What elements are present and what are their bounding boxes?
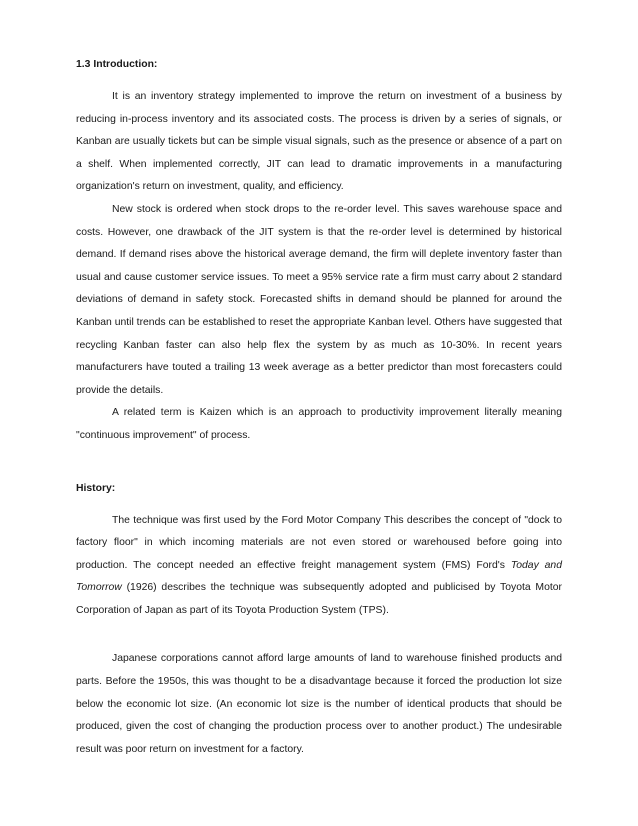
history-heading: History: — [76, 482, 116, 494]
document-body — [76, 58, 562, 761]
history-paragraph-1-part-a: The technique was first used by the Ford Motor Company This describes the concept of "dock to factory floor" in which incoming materials are not even stored or warehoused before going into production. The concept needed an effective freight management system (FMS) Ford's — [76, 514, 562, 571]
history-paragraph-1 — [76, 510, 562, 623]
history-paragraph-1-part-b: (1926) describes the technique was subsequently adopted and publicised by Toyota Motor Corporation of Japan as part of its Toyota Production System (TPS). — [76, 582, 562, 616]
introduction-heading: 1.3 Introduction: — [76, 59, 158, 70]
introduction-paragraph-3: A related term is Kaizen which is an approach to productivity improvement literally meaning "continuous improvement" of process. — [76, 407, 562, 441]
introduction-paragraph-2: New stock is ordered when stock drops to the re-order level. This saves warehouse space and costs. However, one drawback of the JIT system is that the re-order level is determined by historical demand. If demand rises above the historical average demand, the firm will deplete inventory faster than usual and cause customer service issues. To meet a 95% service rate a firm must carry about 2 standard deviations of demand in safety stock. Forecasted shifts in demand should be planned for around the Kanban until trends can be established to reset the appropriate Kanban level. Others have suggested that recycling Kanban faster can also help flex the system by as much as 10-30%. In recent years manufacturers have touted a trailing 13 week average as a better predictor than most forecasters could provide the details. — [76, 203, 562, 396]
history-paragraph-2: Japanese corporations cannot afford large amounts of land to warehouse finished products and parts. Before the 1950s, this was thought to be a disadvantage because it forced the production lot size below the economic lot size. (An economic lot size is the number of identical products that should be produced, given the cost of changing the production process over to another product.) The undesirable result was poor return on investment for a factory. — [76, 653, 562, 755]
introduction-paragraph-1: It is an inventory strategy implemented to improve the return on investment of a business by reducing in-process inventory and its associated costs. The process is driven by a series of signals, or Kanban are usually tickets but can be simple visual signals, such as the presence or absence of a part on a shelf. When implemented correctly, JIT can lead to dramatic improvements in a manufacturing organization's return on investment, quality, and efficiency. — [76, 91, 562, 193]
book-title-today-and-tomorrow: Today and Tomorrow — [76, 559, 562, 594]
